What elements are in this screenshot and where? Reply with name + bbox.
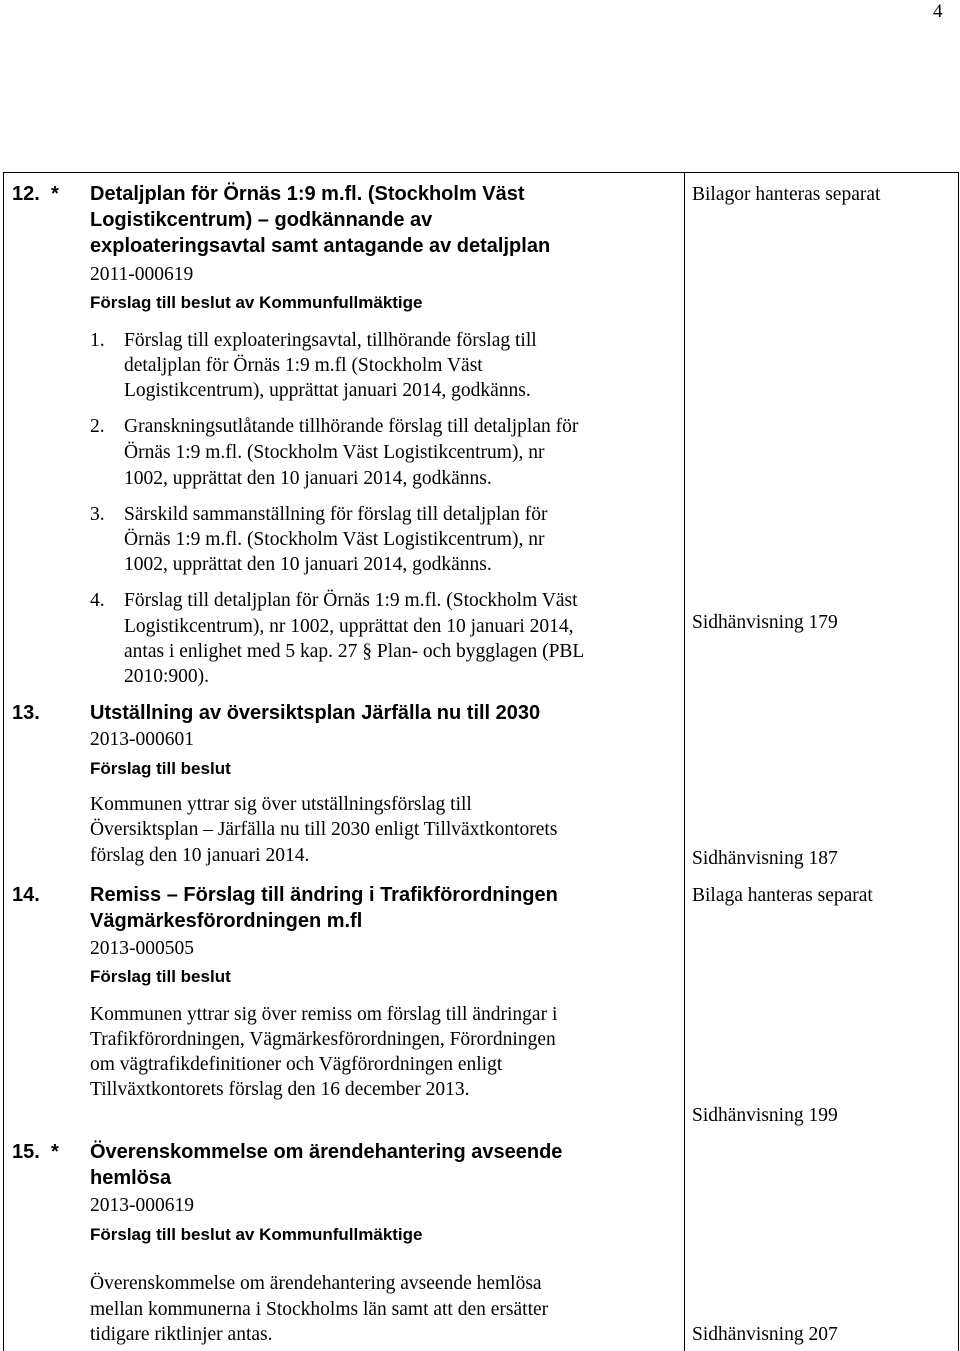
body-line: tidigare riktlinjer antas. xyxy=(90,1324,273,1345)
page-number: 4 xyxy=(933,1,943,22)
item-title-line: Remiss – Förslag till ändring i Trafikförordningen xyxy=(90,884,558,906)
body-line: förslag den 10 januari 2014. xyxy=(90,845,310,866)
item-title-line: hemlösa xyxy=(90,1167,172,1189)
case-number: 2013-000601 xyxy=(90,729,194,750)
body-line: mellan kommunerna i Stockholms län samt att den ersätter xyxy=(90,1299,549,1320)
decision-point-line: Örnäs 1:9 m.fl. (Stockholm Väst Logistikcentrum), nr xyxy=(124,529,545,550)
decision-point-number: 4. xyxy=(90,590,105,611)
decision-point-line: Örnäs 1:9 m.fl. (Stockholm Väst Logistikcentrum), nr xyxy=(124,442,545,463)
decision-point-line: Förslag till exploateringsavtal, tillhörande förslag till xyxy=(124,330,537,351)
page-reference: Sidhänvisning 207 xyxy=(692,1324,838,1345)
decision-point-number: 2. xyxy=(90,416,105,437)
decision-point-number: 3. xyxy=(90,504,105,525)
case-number: 2011-000619 xyxy=(90,264,194,285)
item-title-line: Logistikcentrum) – godkännande av xyxy=(90,209,433,231)
page-reference: Sidhänvisning 199 xyxy=(692,1105,838,1126)
item-number: 15. xyxy=(12,1141,40,1163)
recommendation-label: Förslag till beslut av Kommunfullmäktige xyxy=(90,293,423,312)
item-number: 14. xyxy=(12,884,40,906)
decision-point-line: Särskild sammanställning för förslag till detaljplan för xyxy=(124,504,548,525)
table-top-border xyxy=(3,172,959,173)
body-line: Trafikförordningen, Vägmärkesförordningen, Förordningen xyxy=(90,1029,556,1050)
decision-point-line: 1002, upprättat den 10 januari 2014, godkänns. xyxy=(124,554,492,575)
decision-point-line: 2010:900). xyxy=(124,666,210,687)
recommendation-label: Förslag till beslut xyxy=(90,759,231,778)
decision-point-line: Förslag till detaljplan för Örnäs 1:9 m.fl. (Stockholm Väst xyxy=(124,590,578,611)
body-line: Tillväxtkontorets förslag den 16 december 2013. xyxy=(90,1079,470,1100)
item-star-marker: * xyxy=(51,183,59,205)
item-title-line: Vägmärkesförordningen m.fl xyxy=(90,910,363,932)
recommendation-label: Förslag till beslut xyxy=(90,967,231,986)
decision-point-number: 1. xyxy=(90,330,105,351)
page-reference: Sidhänvisning 187 xyxy=(692,848,838,869)
table-column-divider xyxy=(684,172,685,1351)
body-line: Översiktsplan – Järfälla nu till 2030 enligt Tillväxtkontorets xyxy=(90,819,558,840)
item-title-line: exploateringsavtal samt antagande av detaljplan xyxy=(90,235,551,257)
attachment-note: Bilaga hanteras separat xyxy=(692,885,873,906)
table-right-border xyxy=(958,172,959,1351)
page-reference: Sidhänvisning 179 xyxy=(692,612,838,633)
body-line: Kommunen yttrar sig över utställningsförslag till xyxy=(90,794,472,815)
recommendation-label: Förslag till beslut av Kommunfullmäktige xyxy=(90,1225,423,1244)
decision-point-line: 1002, upprättat den 10 januari 2014, godkänns. xyxy=(124,468,492,489)
body-line: om vägtrafikdefinitioner och Vägförordningen enligt xyxy=(90,1054,503,1075)
decision-point-line: Logistikcentrum), upprättat januari 2014, godkänns. xyxy=(124,380,531,401)
case-number: 2013-000505 xyxy=(90,938,194,959)
decision-point-line: Logistikcentrum), nr 1002, upprättat den 10 januari 2014, xyxy=(124,616,574,637)
item-title-line: Detaljplan för Örnäs 1:9 m.fl. (Stockholm Väst xyxy=(90,183,525,205)
decision-point-line: Granskningsutlåtande tillhörande förslag till detaljplan för xyxy=(124,416,579,437)
item-number: 12. xyxy=(12,183,40,205)
table-left-border xyxy=(3,172,4,1351)
decision-point-line: detaljplan för Örnäs 1:9 m.fl (Stockholm Väst xyxy=(124,355,483,376)
item-star-marker: * xyxy=(51,1141,59,1163)
body-line: Kommunen yttrar sig över remiss om förslag till ändringar i xyxy=(90,1004,558,1025)
case-number: 2013-000619 xyxy=(90,1195,194,1216)
decision-point-line: antas i enlighet med 5 kap. 27 § Plan- och bygglagen (PBL xyxy=(124,641,585,662)
item-number: 13. xyxy=(12,702,40,724)
body-line: Överenskommelse om ärendehantering avseende hemlösa xyxy=(90,1273,542,1294)
item-title-line: Överenskommelse om ärendehantering avseende xyxy=(90,1141,563,1163)
attachment-note: Bilagor hanteras separat xyxy=(692,184,881,205)
item-title-line: Utställning av översiktsplan Järfälla nu till 2030 xyxy=(90,702,541,724)
